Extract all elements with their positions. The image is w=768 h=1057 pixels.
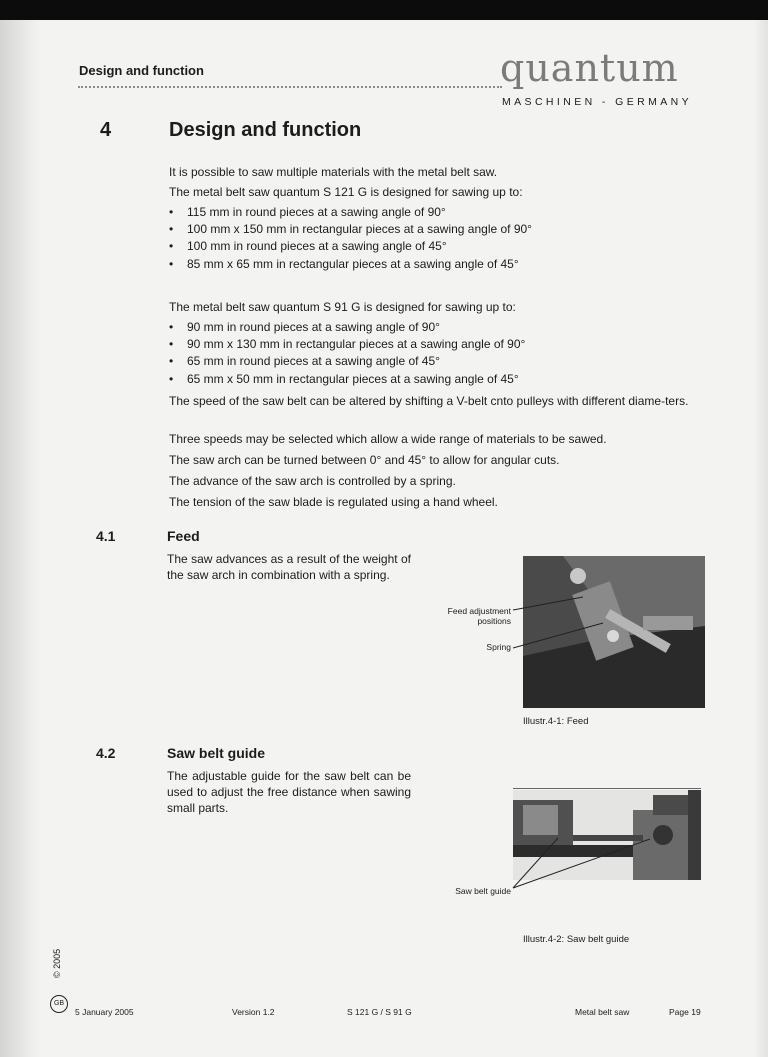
scan-top-border: [0, 0, 768, 20]
list-item: • 115 mm in round pieces at a sawing angle of 90°: [169, 204, 532, 221]
label-saw-belt-guide: Saw belt guide: [455, 886, 511, 896]
list-item: • 85 mm x 65 mm in rectangular pieces at a sawing angle of 45°: [169, 256, 532, 273]
paragraph-speeds: Three speeds may be selected which allow a wide range of materials to be sawed.: [169, 432, 607, 446]
photo-top-rule: [513, 788, 701, 789]
list-item: • 90 mm x 130 mm in rectangular pieces at a sawing angle of 90°: [169, 336, 525, 353]
paragraph-speed: The speed of the saw belt can be altered by shifting a V-belt cnto pulleys with different diame-ters.: [169, 394, 689, 408]
section-title-saw-belt-guide: Saw belt guide: [167, 745, 266, 761]
paragraph-advance: The advance of the saw arch is controlled by a spring.: [169, 474, 456, 488]
list-item: • 90 mm in round pieces at a sawing angle of 90°: [169, 319, 525, 336]
section-number-4-1: 4.1: [96, 528, 116, 544]
s91-lead: The metal belt saw quantum S 91 G is designed for sawing up to:: [169, 300, 516, 314]
footer-model: S 121 G / S 91 G: [347, 1007, 412, 1017]
callout-lines-guide: [505, 830, 655, 895]
section-number-4-2: 4.2: [96, 745, 116, 761]
paragraph-arch: The saw arch can be turned between 0° and 45° to allow for angular cuts.: [169, 453, 560, 467]
paragraph-tension: The tension of the saw blade is regulated using a hand wheel.: [169, 495, 498, 509]
list-item: • 65 mm x 50 mm in rectangular pieces at a sawing angle of 45°: [169, 371, 525, 388]
chapter-title: Design and function: [169, 119, 362, 141]
s121-lead: The metal belt saw quantum S 121 G is designed for sawing up to:: [169, 185, 523, 199]
label-feed-adjustment: Feed adjustment positions: [447, 606, 511, 626]
footer-version: Version 1.2: [232, 1007, 275, 1017]
s91-capacity-list: [169, 319, 525, 388]
caption-illustr-4-2: Illustr.4-2: Saw belt guide: [523, 934, 630, 945]
callout-lines-feed: [505, 590, 605, 660]
scan-left-shadow: [0, 20, 42, 1057]
copyright-text: © 2005: [52, 948, 62, 978]
footer-page-number: Page 19: [669, 1007, 701, 1017]
intro-paragraph: It is possible to saw multiple materials with the metal belt saw.: [169, 165, 498, 179]
label-spring: Spring: [486, 642, 511, 652]
header-rule: [78, 86, 502, 88]
footer-product: Metal belt saw: [575, 1007, 630, 1017]
brand-logo: quantum: [500, 46, 679, 90]
s121-capacity-list: [169, 204, 532, 273]
section-title-feed: Feed: [167, 528, 200, 544]
scan-right-shadow: [754, 20, 768, 1057]
section-body-feed: The saw advances as a result of the weight of the saw arch in combination with a spring.: [167, 552, 411, 582]
footer-date: 5 January 2005: [75, 1007, 134, 1017]
header-section-title: Design and function: [79, 63, 204, 78]
caption-illustr-4-1: Illustr.4-1: Feed: [523, 716, 589, 727]
section-body-saw-belt-guide: The adjustable guide for the saw belt can be used to adjust the free distance when sawing small parts.: [167, 769, 411, 815]
list-item: • 100 mm in round pieces at a sawing angle of 45°: [169, 238, 532, 255]
brand-logo-subtitle: MASCHINEN - GERMANY: [502, 96, 693, 108]
chapter-number: 4: [100, 119, 112, 141]
list-item: • 100 mm x 150 mm in rectangular pieces at a sawing angle of 90°: [169, 221, 532, 238]
language-badge: GB: [50, 995, 68, 1013]
list-item: • 65 mm in round pieces at a sawing angle of 45°: [169, 353, 525, 370]
